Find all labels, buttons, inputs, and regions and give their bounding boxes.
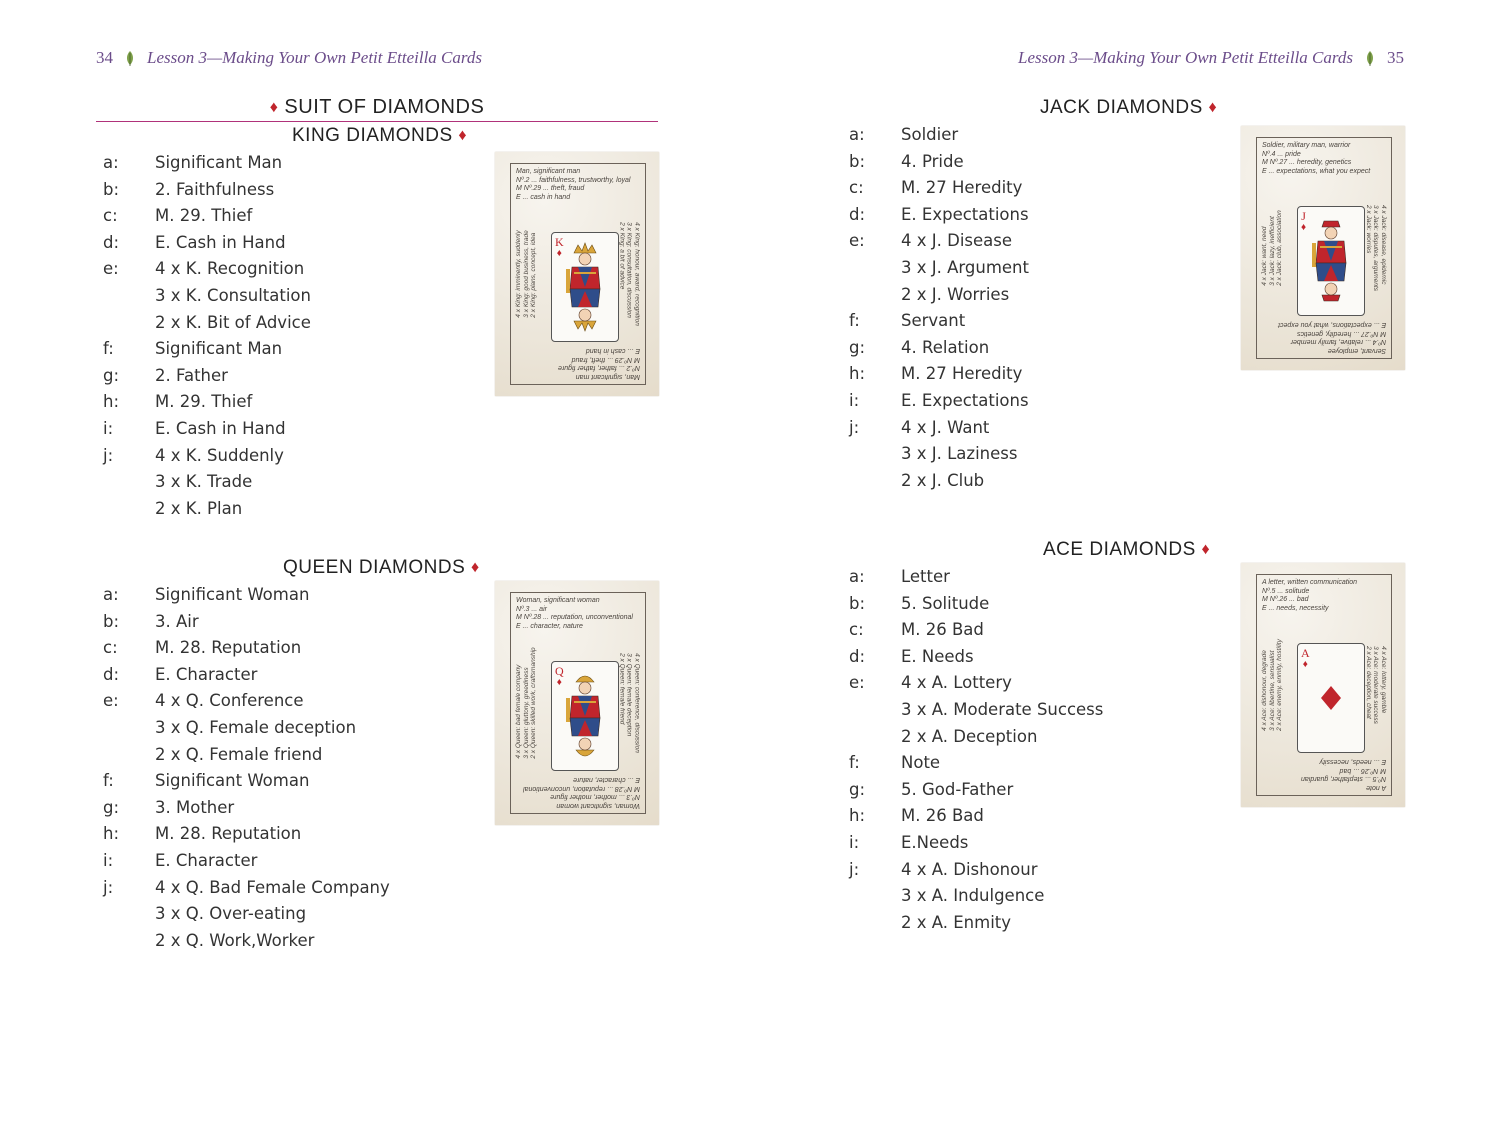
entry-value: 4 x K. Recognition — [155, 259, 305, 279]
entry-key — [103, 901, 155, 928]
entry-key: b: — [103, 179, 120, 199]
entry-key: d: — [103, 664, 120, 684]
entry-value: 2 x J. Club — [901, 470, 985, 490]
diamond-icon: ♦ — [556, 248, 562, 259]
card-frame — [1256, 574, 1392, 796]
card-index: J ♦ — [1301, 209, 1307, 233]
list-item — [849, 441, 1029, 468]
entry-key — [103, 469, 155, 496]
running-head-left — [96, 48, 482, 68]
entry-value: 5. Solitude — [901, 593, 990, 613]
entry-value: M. 26 Bad — [901, 620, 984, 640]
list-item — [849, 670, 1103, 697]
card-bottom-caption: A note Nº.5 ... stepfather, guardian M Nº.26 ... bad E ... needs, necessity — [1300, 758, 1386, 791]
entry-key: e: — [849, 231, 865, 251]
list-item — [849, 617, 1103, 644]
list-item — [849, 282, 1029, 309]
entry-value: E. Expectations — [901, 204, 1029, 224]
playing-card — [551, 232, 619, 342]
entry-value: M. 28. Reputation — [155, 824, 302, 844]
card-bottom-caption: Woman, significant woman Nº.3 ... mother, mother figure M Nº.28 ... reputation, unconventional E ... character, nature — [523, 776, 640, 809]
entry-key — [103, 742, 155, 769]
card-top-caption: Man, significant man Nº.2 ... faithfulness, trustworthy, loyal M Nº.29 ... theft, fraud E ... cash in hand — [516, 168, 631, 201]
list-item — [103, 283, 311, 310]
section-title-king: KING DIAMONDS ♦ — [292, 125, 468, 146]
playing-card — [1297, 643, 1365, 753]
entry-value: Significant Woman — [155, 585, 310, 604]
entry-key: h: — [103, 824, 120, 844]
entry-value: 2 x A. Enmity — [901, 912, 1012, 932]
entry-key: c: — [103, 638, 118, 658]
section-title-jack: JACK DIAMONDS ♦ — [1040, 97, 1218, 118]
entry-value: 4. Pride — [901, 151, 964, 171]
entry-value: Significant Man — [155, 153, 283, 172]
list-item — [849, 777, 1103, 804]
card-index: Q ♦ — [555, 664, 564, 688]
entry-value: M. 26 Bad — [901, 806, 984, 826]
entry-key — [849, 883, 901, 910]
entry-value: 3 x Q. Over-eating — [155, 904, 307, 924]
entry-key: a: — [103, 153, 119, 172]
entry-value: M. 29. Thief — [155, 206, 253, 226]
card-top-caption: Woman, significant woman Nº.3 ... air M Nº.28 ... reputation, unconventional E ... character, nature — [516, 597, 633, 630]
card-index: A ♦ — [1301, 646, 1310, 670]
leaf-icon — [125, 51, 135, 66]
entry-value: Servant — [901, 311, 966, 331]
list-item — [849, 830, 1103, 857]
entry-key: h: — [849, 806, 866, 826]
entry-key: c: — [103, 206, 118, 226]
list-item — [103, 901, 390, 928]
entry-value: Letter — [901, 567, 950, 586]
card-frame — [510, 592, 646, 814]
entry-list-ace — [849, 564, 1103, 936]
diamond-icon: ♦ — [269, 99, 279, 116]
list-item — [103, 582, 390, 609]
diamond-icon: ♦ — [458, 127, 468, 144]
entry-key: j: — [103, 445, 114, 465]
entry-value: 2 x A. Deception — [901, 726, 1038, 746]
entry-key: i: — [849, 390, 860, 410]
entry-key: j: — [103, 877, 114, 897]
list-item — [103, 230, 311, 257]
list-item — [849, 857, 1103, 884]
list-item — [849, 803, 1103, 830]
list-item — [849, 644, 1103, 671]
playing-card — [1297, 206, 1365, 316]
right-page — [750, 0, 1500, 1125]
entry-value: E. Character — [155, 664, 258, 684]
card-index: K ♦ — [555, 235, 564, 259]
card-top-caption: A letter, written communication Nº.5 ... solitude M Nº.26 ... bad E ... needs, necessity — [1262, 579, 1358, 612]
entry-value: 2 x Q. Work,Worker — [155, 930, 315, 950]
entry-key: i: — [103, 418, 114, 438]
entry-value: 4 x J. Disease — [901, 231, 1013, 251]
entry-value: 4 x A. Lottery — [901, 673, 1012, 693]
entry-value: M. 28. Reputation — [155, 638, 302, 658]
entry-key — [103, 283, 155, 310]
entry-value: Significant Man — [155, 339, 283, 359]
entry-value: E. Needs — [901, 646, 974, 666]
entry-value: 4 x K. Suddenly — [155, 445, 284, 465]
entry-key — [103, 715, 155, 742]
card-top-caption: Soldier, military man, warrior Nº.4 ... pride M Nº.27 ... heredity, genetics E ... expectations, what you expect — [1262, 142, 1371, 175]
list-item — [103, 336, 311, 363]
entry-value: 3 x A. Indulgence — [901, 886, 1045, 906]
entry-value: M. 29. Thief — [155, 392, 253, 412]
entry-key: i: — [103, 850, 114, 870]
list-item — [103, 203, 311, 230]
list-item — [849, 724, 1103, 751]
list-item — [103, 662, 390, 689]
list-item — [849, 228, 1029, 255]
list-item — [849, 149, 1029, 176]
list-item — [849, 883, 1103, 910]
card-image-ace — [1241, 563, 1405, 807]
diamond-icon: ♦ — [1302, 659, 1308, 670]
entry-key: d: — [849, 204, 866, 224]
entry-value: 3 x J. Argument — [901, 257, 1029, 277]
list-item — [103, 496, 311, 523]
entry-value: 2. Faithfulness — [155, 179, 275, 199]
list-item — [103, 821, 390, 848]
entry-key: g: — [849, 337, 866, 357]
card-left-side-caption: 4 x Ace: dishonour, degrade 3 x Ace: libertine, sensualist 2 x Ace: enemy, enmity, hostility — [1261, 639, 1283, 731]
entry-key: h: — [849, 364, 866, 384]
entry-value: 4 x A. Dishonour — [901, 859, 1038, 879]
diamond-icon: ♦ — [556, 677, 562, 688]
entry-value: 3 x A. Moderate Success — [901, 699, 1104, 719]
list-item — [103, 768, 390, 795]
card-bottom-caption: Man, significant man Nº.2 ... father, father figure M Nº.29 ... theft, fraud E ... cash in hand — [558, 347, 640, 380]
card-right-side-caption: 4 x Jack: disease, epidemic 3 x Jack: disputes, arguments 2 x Jack: worries — [1365, 205, 1387, 291]
section-title-queen: QUEEN DIAMONDS ♦ — [283, 557, 480, 578]
card-right-side-caption: 4 x Queen: conference, discussion 3 x Queen: female deception 2 x Queen: female friend — [619, 653, 641, 753]
entry-value: E. Expectations — [901, 390, 1029, 410]
entry-value: 2 x K. Plan — [155, 498, 243, 518]
playing-card — [551, 661, 619, 771]
entry-value: E.Needs — [901, 832, 969, 852]
entry-key: g: — [103, 365, 120, 385]
entry-value: 3 x K. Consultation — [155, 285, 311, 305]
list-item — [103, 416, 311, 443]
entry-key: b: — [103, 611, 120, 631]
leaf-icon — [1365, 51, 1375, 66]
entry-list-jack — [849, 122, 1029, 494]
entry-key — [849, 910, 901, 937]
entry-value: M. 27 Heredity — [901, 178, 1023, 198]
entry-key: g: — [849, 779, 866, 799]
entry-key: j: — [849, 417, 860, 437]
list-item — [103, 150, 311, 177]
entry-value: 4 x J. Want — [901, 417, 990, 437]
diamond-icon: ♦ — [1201, 541, 1211, 558]
entry-value: 3. Mother — [155, 797, 235, 817]
entry-key: e: — [103, 259, 119, 279]
entry-key — [849, 441, 901, 468]
entry-key: f: — [103, 339, 114, 359]
card-left-side-caption: 4 x Queen: bad female company 3 x Queen: gluttony, greediness 2 x Queen: skilled work, craftsmanship — [515, 647, 537, 759]
list-item — [849, 335, 1029, 362]
card-left-side-caption: 4 x King: imminently, suddenly 3 x King: good business, trade 2 x King: plans, concept, idea — [515, 230, 537, 318]
entry-key: b: — [849, 151, 866, 171]
list-item — [103, 389, 311, 416]
list-item — [103, 928, 390, 955]
running-head-title: Lesson 3—Making Your Own Petit Etteilla Cards — [1018, 48, 1353, 67]
entry-key — [849, 468, 901, 495]
entry-key: c: — [849, 620, 864, 640]
entry-value: M. 27 Heredity — [901, 364, 1023, 384]
list-item — [849, 468, 1029, 495]
diamond-icon: ♦ — [1208, 99, 1218, 116]
page-number: 34 — [96, 48, 113, 67]
entry-value: 2 x Q. Female friend — [155, 744, 323, 764]
list-item — [103, 443, 311, 470]
entry-key: e: — [849, 673, 865, 693]
card-left-side-caption: 4 x Jack: want, need 3 x Jack: lazy, inefficient 2 x Jack: club, association — [1261, 210, 1283, 286]
entry-key: d: — [103, 232, 120, 252]
entry-key — [849, 282, 901, 309]
entry-value: Soldier — [901, 125, 959, 144]
entry-key: a: — [849, 567, 865, 586]
list-item — [103, 256, 311, 283]
diamond-icon: ♦ — [1301, 222, 1307, 233]
list-item — [849, 564, 1103, 591]
entry-value: 3. Air — [155, 611, 199, 631]
running-head-right — [1018, 48, 1404, 68]
entry-key — [849, 697, 901, 724]
entry-key: i: — [849, 832, 860, 852]
card-frame — [510, 163, 646, 385]
entry-key — [849, 724, 901, 751]
list-item — [103, 635, 390, 662]
entry-key — [103, 496, 155, 523]
list-item — [103, 875, 390, 902]
list-item — [103, 363, 311, 390]
entry-value: 2 x K. Bit of Advice — [155, 312, 311, 332]
list-item — [849, 415, 1029, 442]
list-item — [849, 255, 1029, 282]
suit-title: ♦ SUIT OF DIAMONDS — [96, 96, 658, 122]
list-item — [849, 910, 1103, 937]
list-item — [103, 609, 390, 636]
entry-key: b: — [849, 593, 866, 613]
entry-value: 2 x J. Worries — [901, 284, 1010, 304]
entry-key: d: — [849, 646, 866, 666]
entry-key: f: — [849, 753, 860, 773]
entry-key — [103, 928, 155, 955]
diamond-icon: ♦ — [471, 559, 480, 576]
entry-key: a: — [849, 125, 865, 144]
entry-value: Note — [901, 753, 941, 773]
list-item — [849, 750, 1103, 777]
card-image-king — [495, 152, 659, 396]
card-image-queen — [495, 581, 659, 825]
entry-value: Significant Woman — [155, 771, 310, 791]
entry-key — [849, 255, 901, 282]
section-title-ace: ACE DIAMONDS ♦ — [1043, 539, 1211, 560]
entry-key: j: — [849, 859, 860, 879]
list-item — [103, 742, 390, 769]
entry-key: c: — [849, 178, 864, 198]
list-item — [103, 848, 390, 875]
list-item — [103, 177, 311, 204]
card-right-side-caption: 4 x King: honour, award, recognition 3 x King: consultation, discussion 2 x King: a bit of advice — [619, 222, 641, 326]
entry-list-queen — [103, 582, 390, 954]
list-item — [849, 697, 1103, 724]
card-bottom-caption: Servant, employee Nº.4 ... relative, family member M Nº.27 ... heredity, genetics E ... expectations, what you expect — [1277, 321, 1386, 354]
list-item — [849, 388, 1029, 415]
list-item — [103, 310, 311, 337]
entry-value: 4 x Q. Conference — [155, 691, 304, 711]
list-item — [103, 795, 390, 822]
list-item — [849, 591, 1103, 618]
list-item — [849, 202, 1029, 229]
entry-value: 5. God-Father — [901, 779, 1014, 799]
entry-key: f: — [103, 771, 114, 791]
entry-key: f: — [849, 311, 860, 331]
list-item — [103, 469, 311, 496]
entry-value: 4. Relation — [901, 337, 990, 357]
running-head-title: Lesson 3—Making Your Own Petit Etteilla Cards — [147, 48, 482, 67]
entry-list-king — [103, 150, 311, 522]
entry-value: E. Cash in Hand — [155, 232, 286, 252]
entry-key: e: — [103, 691, 119, 711]
entry-key — [103, 310, 155, 337]
list-item — [103, 715, 390, 742]
entry-value: 2. Father — [155, 365, 228, 385]
entry-value: E. Character — [155, 850, 258, 870]
card-image-jack — [1241, 126, 1405, 370]
entry-key: h: — [103, 392, 120, 412]
entry-key: g: — [103, 797, 120, 817]
list-item — [103, 688, 390, 715]
page-number: 35 — [1387, 48, 1404, 67]
list-item — [849, 175, 1029, 202]
entry-value: 4 x Q. Bad Female Company — [155, 877, 390, 897]
entry-value: 3 x K. Trade — [155, 472, 253, 492]
list-item — [849, 122, 1029, 149]
list-item — [849, 308, 1029, 335]
list-item — [849, 361, 1029, 388]
entry-key: a: — [103, 585, 119, 604]
card-right-side-caption: 4 x Ace: lottery, gamble 3 x Ace: moderate success 2 x Ace: deception, cheat — [1365, 646, 1387, 724]
entry-value: 3 x Q. Female deception — [155, 717, 357, 737]
entry-value: 3 x J. Laziness — [901, 444, 1018, 464]
card-frame — [1256, 137, 1392, 359]
entry-value: E. Cash in Hand — [155, 418, 286, 438]
